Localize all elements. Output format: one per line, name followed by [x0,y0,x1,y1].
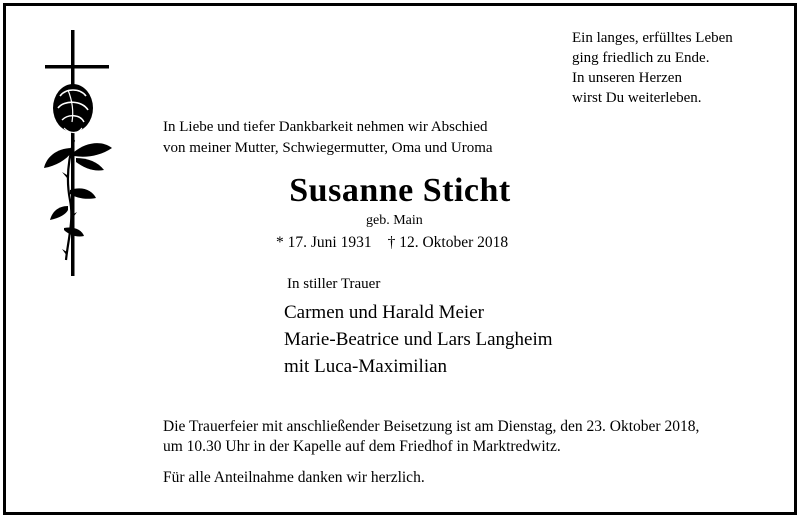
intro-line: In Liebe und tiefer Dankbarkeit nehmen wir Abschied [163,119,488,135]
intro-text [163,117,493,159]
life-dates [276,234,508,252]
deceased-name-text: Susanne Sticht [289,172,511,209]
quote-block [572,28,733,108]
birth-date: * 17. Juni 1931 [276,234,372,251]
quote-line: Ein langes, erfülltes Leben [572,30,733,46]
service-line: Die Trauerfeier mit anschließender Beisetzung ist am Dienstag, den 23. Oktober 2018, [163,418,700,435]
mourners-list [284,299,553,380]
quote-line: ging friedlich zu Ende. [572,50,710,66]
cross-with-rose-icon [38,30,118,280]
thanks-text: Für alle Anteilnahme danken wir herzlich. [163,469,425,486]
mourning-heading: In stiller Trauer [287,276,381,292]
death-date: † 12. Oktober 2018 [387,234,509,251]
service-info [163,417,699,457]
maiden-name: geb. Main [366,213,423,228]
service-line: um 10.30 Uhr in der Kapelle auf dem Friedhof in Marktredwitz. [163,438,561,455]
quote-line: wirst Du weiterleben. [572,90,702,106]
intro-line: von meiner Mutter, Schwiegermutter, Oma und Uroma [163,140,493,156]
mourner-line: mit Luca-Maximilian [284,356,448,377]
quote-line: In unseren Herzen [572,70,682,86]
mourner-line: Carmen und Harald Meier [284,302,484,323]
deceased-name [0,172,800,210]
mourner-line: Marie-Beatrice und Lars Langheim [284,329,553,350]
